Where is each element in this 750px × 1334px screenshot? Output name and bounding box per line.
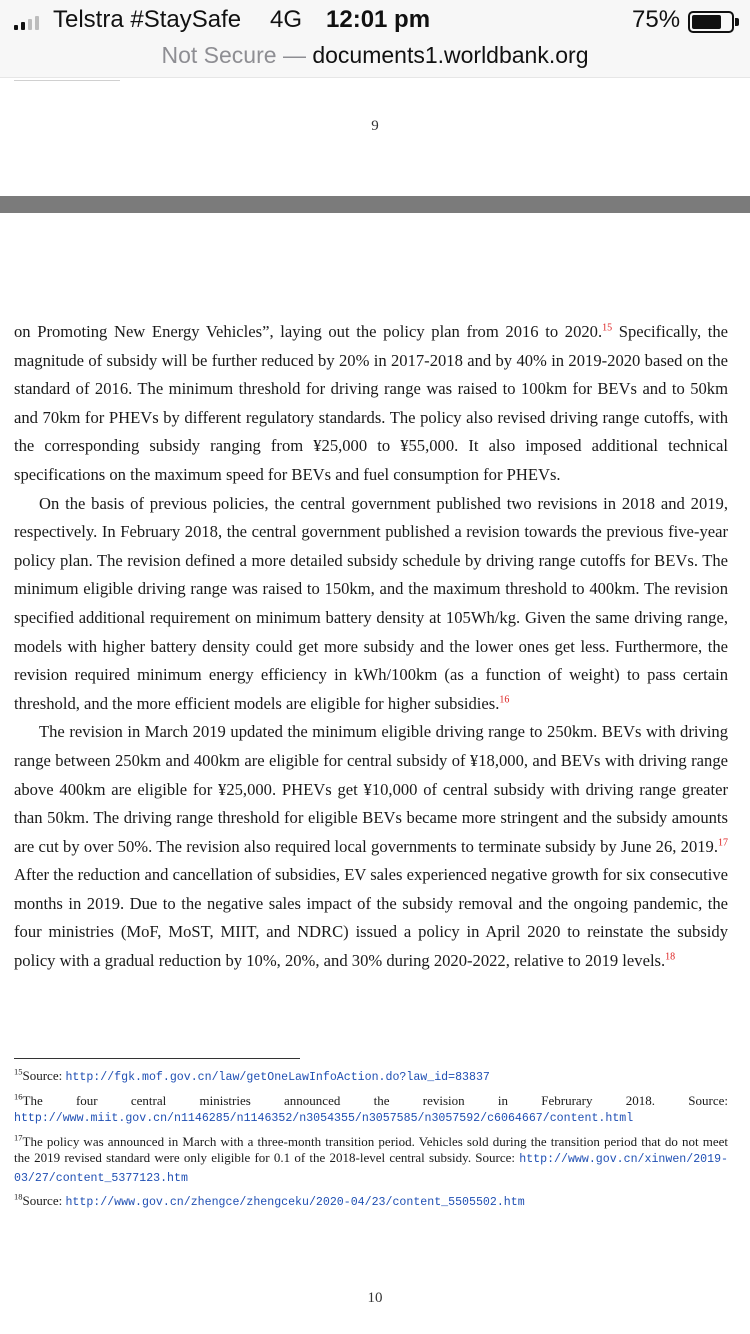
page-number: 10 xyxy=(367,1290,383,1306)
footnote-mark: 17 xyxy=(14,1132,23,1143)
page-domain: documents1.worldbank.org xyxy=(312,42,589,68)
network-type: 4G xyxy=(270,6,303,33)
paragraph xyxy=(14,718,728,975)
footnote-link[interactable]: http://fgk.mof.gov.cn/law/getOneLawInfoAction.do?law_id=83837 xyxy=(65,1071,490,1084)
paragraph-text: on Promoting New Energy Vehicles”, laying out the policy plan from 2016 to 2020. xyxy=(14,322,603,341)
divider xyxy=(14,80,120,81)
paragraph-text: Specifically, the magnitude of subsidy will be further reduced by 20% in 2017-2018 and by 40% in 2019-2020 based on the standard of 2016. The minimum threshold for driving range was raised to 100km for BEVs and to 50km and 70km for PHEVs by different regulatory standards. The policy also revised driving range cutoffs, with the corresponding subsidy ranging from ¥25,000 to ¥55,000. It also imposed additional technical specifications on the maximum speed for BEVs and fuel consumption for PHEVs. xyxy=(14,322,729,484)
clock: 12:01 pm xyxy=(326,6,431,33)
footnote-ref-link[interactable]: 17 xyxy=(718,837,728,849)
footnote-text: Source: xyxy=(22,1068,66,1083)
paragraph xyxy=(14,490,728,719)
footnote-link[interactable]: http://www.gov.cn/zhengce/zhengceku/2020-04/23/content_5505502.htm xyxy=(65,1196,525,1209)
battery-icon xyxy=(688,11,734,33)
paragraph-text: On the basis of previous policies, the central government published two revisions in 2018 and 2019, respectively. In February 2018, the central government published a revision towards the previous five-year policy plan. The revision defined a more detailed subsidy schedule by driving range cutoffs for BEVs. The minimum eligible driving range was raised to 150km, and the maximum threshold to 400km. The revision specified additional requirement on minimum battery density at 105Wh/kg. Given the same driving range, models with higher battery density could get more subsidy and the lower ones get less. Furthermore, the revision required minimum energy efficiency in kWh/100km (as a function of weight) to pass certain threshold, and the more efficient models are eligible for higher subsidies. xyxy=(14,493,728,713)
footnote xyxy=(14,1134,728,1188)
footnote-mark: 16 xyxy=(14,1091,23,1102)
signal-strength-icon xyxy=(14,14,39,30)
footnote xyxy=(14,1068,728,1087)
security-indicator: Not Secure xyxy=(161,42,277,68)
battery-percentage: 75% xyxy=(632,6,681,33)
footnotes xyxy=(14,1068,728,1218)
paragraph-text: The revision in March 2019 updated the minimum eligible driving range to 250km. BEVs with driving range between 250km and 400km are eligible for central subsidy of ¥18,000, and BEVs with driving range above 400km are eligible for ¥25,000. PHEVs get ¥10,000 of central subsidy with driving range greater than 50km. The driving range threshold for eligible BEVs became more stringent and the subsidy amounts are cut by over 50%. The revision also required local governments to terminate subsidy by June 26, 2019. xyxy=(14,722,728,856)
paragraph-text: After the reduction and cancellation of subsidies, EV sales experienced negative growth for six consecutive months in 2019. Due to the negative sales impact of the subsidy removal and the ongoing pandemic, the four ministries (MoF, MoST, MIIT, and NDRC) issued a policy in April 2020 to reinstate the subsidy policy with a gradual reduction by 10%, 20%, and 30% during 2020-2022, relative to 2019 levels. xyxy=(14,865,728,971)
footnote-ref-link[interactable]: 16 xyxy=(499,694,510,706)
footnote-link[interactable]: http://www.miit.gov.cn/n1146285/n1146352/n3054355/n3057585/n3057592/c6064667/content.html xyxy=(14,1112,634,1125)
footnote xyxy=(14,1093,728,1128)
footnote-link[interactable]: http://www.gov.cn/xinwen/2019-03/27/content_5377123.htm xyxy=(14,1153,728,1185)
status-bar xyxy=(0,0,750,40)
carrier-name: Telstra #StaySafe xyxy=(53,6,242,33)
page-separator xyxy=(0,196,750,213)
document-body xyxy=(14,318,728,976)
paragraph xyxy=(14,318,728,490)
previous-page-number: 9 xyxy=(371,118,379,134)
footnote-ref-link[interactable]: 18 xyxy=(665,951,676,963)
footnote-text: The four central ministries announced the revision in Februrary 2018. Source: xyxy=(22,1092,728,1108)
footnote xyxy=(14,1193,728,1212)
battery-fill xyxy=(692,15,721,29)
footnote-divider xyxy=(14,1058,300,1059)
footnote-ref-link[interactable]: 15 xyxy=(602,322,613,334)
footnote-text: Source: xyxy=(22,1193,66,1208)
footnote-mark: 15 xyxy=(14,1066,23,1077)
address-bar[interactable] xyxy=(0,40,750,78)
url-separator: — xyxy=(282,42,306,68)
footnote-text: The policy was announced in March with a three-month transition period. Vehicles sold during the transition period that do not meet the 2019 revised standard were only eligible for 0.1 of the 2018-level central subsidy. Source: xyxy=(14,1133,728,1165)
footnote-mark: 18 xyxy=(14,1191,23,1202)
